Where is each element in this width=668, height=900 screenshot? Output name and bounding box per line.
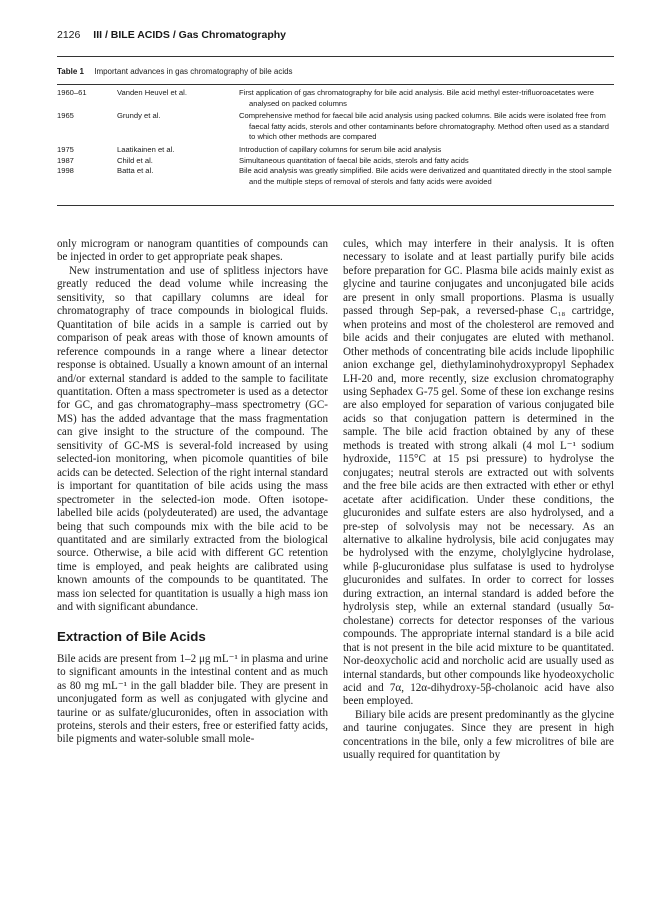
section-heading: Extraction of Bile Acids: [57, 628, 206, 644]
table-bottom-rule: [57, 205, 614, 206]
body-paragraph: only microgram or nanogram quantities of compounds can be injected in order to get appropriate peak shapes.: [57, 238, 328, 264]
table-cell-description: First application of gas chromatography for bile acid analysis. Bile acid methyl ester-trifluoroacetates were analysed on packed columns: [239, 88, 594, 108]
page-number: 2126: [57, 29, 81, 41]
table-caption: [57, 67, 293, 76]
table-cell-authors: Batta et al.: [117, 166, 154, 176]
table-cell-year: 1975: [57, 144, 74, 154]
table-cell-authors: Grundy et al.: [117, 111, 161, 121]
table-cell-authors: Laatikainen et al.: [117, 144, 175, 154]
advances-table: [57, 88, 614, 187]
table-row: [57, 111, 614, 145]
running-header: [57, 29, 617, 41]
table-row: [57, 166, 614, 187]
table-row: [57, 88, 614, 111]
table-cell-year: 1965: [57, 111, 74, 121]
table-cell-authors: Child et al.: [117, 155, 153, 165]
body-paragraph: Biliary bile acids are present predominantly as the glycine and taurine conjugates. Since they are present in high concentrations in the bile, only a few microlitres of bile are usually required for quantitation by: [343, 708, 614, 762]
table-cell-description: Bile acid analysis was greatly simplified. Bile acids were derivatized and quantitated directly in the stool sample and the multiple steps of removal of sterols and fatty acids were avoided: [239, 166, 612, 186]
table-cell-description: Introduction of capillary columns for serum bile acid analysis: [239, 144, 442, 154]
table-row: [57, 156, 614, 167]
table-label: Table 1: [57, 67, 84, 76]
right-column: [343, 238, 614, 763]
table-caption-text: Important advances in gas chromatography of bile acids: [94, 67, 293, 76]
table-row: [57, 145, 614, 156]
body-paragraph: Bile acids are present from 1–2 μg mL⁻¹ in plasma and urine to significant amounts in the intestinal content and as much as 80 mg mL⁻¹ in the gall bladder bile. They are present in unconjugated form as well as conjugated with glycine and taurine or as sulfate/glucuronides, often in association with proteins, sterols and their esters, free or esterified fatty acids, bile pigments and water-soluble small mole-: [57, 652, 328, 746]
running-title: III / BILE ACIDS / Gas Chromatography: [93, 29, 287, 41]
body-paragraph: New instrumentation and use of splitless injectors have greatly reduced the dead volume while increasing the sensitivity, so that capillary columns are ideal for chromatography of trace compounds in biological fluids. Quantitation of bile acids in a sample is carried out by comparison of peak areas with those of known amounts of reference compounds in a range where a linear detector response is obtained. Usually a known amount of an internal and/or external standard is added to the sample to facilitate quantitation. Often a mass spectrometer is used as a detector for GC, and gas chromatography–mass spectrometry (GC-MS) has the added advantage that the mass fragmentation can give insight to the structure of the compound. The sensitivity of GC-MS is several-fold increased by using selected-ion monitoring, when picomole quantities of bile acids can be detected. Selection of the right internal standard is important for quantitation of bile acids using the mass spectrometer in the selected-ion mode. Often isotope-labelled bile acids (polydeuterated) are used, the advantage being that such compounds mix with the bile acid to be quantitated and are similarly extracted from the biological source. Otherwise, a bile acid with different GC retention time is employed, and peak heights are calibrated using known amounts of the compounds to be quantitated. The mass ion selected for quantitation is usually a high mass ion and with significant abundance.: [57, 264, 328, 614]
left-column: [57, 238, 328, 747]
header-rule: [57, 56, 614, 57]
table-cell-year: 1987: [57, 155, 74, 165]
table-cell-authors: Vanden Heuvel et al.: [117, 88, 187, 97]
table-cell-year: 1960–61: [57, 88, 87, 97]
table-cell-year: 1998: [57, 166, 74, 176]
table-cell-description: Comprehensive method for faecal bile acid analysis using packed columns. Bile acids were isolated free from faecal fatty acids, sterols and other contaminants before chromatography. Method often used as a standard to which other methods are compared: [239, 111, 609, 142]
table-cell-description: Simultaneous quantitation of faecal bile acids, sterols and fatty acids: [239, 155, 469, 165]
body-paragraph: cules, which may interfere in their analysis. It is often necessary to isolate and at least partially purify bile acids before preparation for GC. Plasma bile acids mainly exist as glycine and taurine conjugates and unconjugated bile acids are present in only small proportions. Plasma is usually passed through Sep-pak, a reversed-phase C₁₈ cartridge, when proteins and most of the cholesterol are removed and bile acids and their conjugates are eluted with methanol. Other methods of concentrating bile acids include lipophilic anion exchange gel, diethylaminohydroxypropyl Sephadex LH-20 and, more recently, size exclusion chromatography using Sephadex G-75 gel. Some of these ion exchange resins are also employed for separation of various conjugated bile acids so that conjugation pattern is determined in the sample. The bile acid fraction obtained by any of these methods is treated with strong alkali (4 mol L⁻¹ sodium hydroxide, 115°C at 15 psi pressure) to hydrolyse the conjugates; neutral sterols are extracted out with solvents and the free bile acids are then extracted with ether or ethyl acetate after acidification. Under these conditions, the glucuronides and sulfate esters are also hydrolysed, and a pre-step of solvolysis may not be necessary. As an alternative to alkaline hydrolysis, bile acid conjugates may be hydrolysed with the enzyme, cholylglycine hydrolase, while β-glucuronidase plus sulfatase is used to hydrolyse glucuronides and sulfates. In order to correct for losses during extraction, an internal standard is added before the hydrolysis step, while an external standard (usually 5α-cholestane) corrects for detector responses of the various compounds. The appropriate internal standard is a bile acid that is not present in the bile acid mixture to be quantitated. Nor-deoxycholic acid and norcholic acid are usually used as internal standards, but other compounds like hyodeoxycholic acid and 7α, 12α-dihydroxy-5β-cholanoic acid have also been employed.: [343, 238, 614, 708]
table-top-rule: [57, 84, 614, 85]
